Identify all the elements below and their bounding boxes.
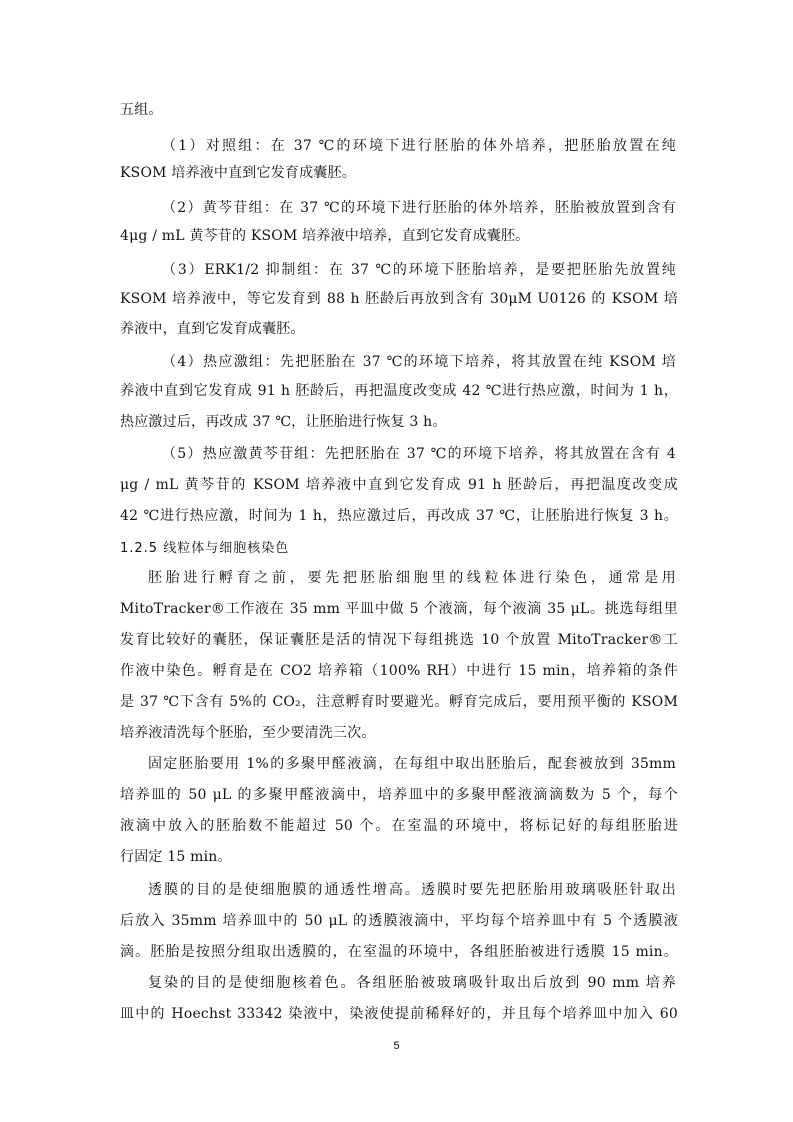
text-line: 养液中，直到它发育成囊胚。 [120, 321, 305, 337]
text-line: 培养液清洗每个胚胎，至少要清洗三次。 [120, 725, 376, 741]
text-line: 后放入 35mm 培养皿中的 50 μL 的透膜液滴中，平均每个培养皿中有 5 个透膜液 [120, 913, 678, 929]
text-line: 透膜的目的是使细胞膜的通透性增高。透膜时要先把胚胎用玻璃吸胚针取出 [148, 882, 676, 898]
text-line: 是 37 ℃下含有 5%的 CO₂，注意孵育时要避光。孵育完成后，要用预平衡的 KSOM [120, 694, 678, 710]
text-line: 42 ℃进行热应激，时间为 1 h，热应激过后，再改成 37 ℃，让胚胎进行恢复 3 h。 [120, 508, 678, 524]
text-line: 胚胎进行孵育之前，要先把胚胎细胞里的线粒体进行染色，通常是用 [148, 570, 676, 586]
text-line: （2）黄芩苷组：在 37 ℃的环境下进行胚胎的体外培养，胚胎被放置到含有 [162, 200, 676, 216]
text-line: MitoTracker®工作液在 35 mm 平皿中做 5 个液滴，每个液滴 35 μL。挑选每组里 [120, 601, 678, 617]
text-line: KSOM 培养液中，等它发育到 88 h 胚龄后再放到含有 30μM U0126 的 KSOM 培 [120, 291, 678, 307]
text-line: μg / mL 黄芩苷的 KSOM 培养液中直到它发育成 91 h 胚龄后，再把温度改变成 [120, 477, 678, 493]
text-line: 皿中的 Hoechst 33342 染液中，染液使提前稀释好的，并且每个培养皿中加入 60 [120, 1006, 678, 1022]
text-line: 养液中直到它发育成 91 h 胚龄后，再把温度改变成 42 ℃进行热应激，时间为 1 h， [120, 383, 678, 399]
text-line: 4μg / mL 黄芩苷的 KSOM 培养液中培养，直到它发育成囊胚。 [120, 228, 530, 244]
text-line: （3）ERK1/2 抑制组：在 37 ℃的环境下胚胎培养，是要把胚胎先放置纯 [162, 262, 676, 278]
text-line: （1）对照组：在 37 ℃的环境下进行胚胎的体外培养，把胚胎放置在纯 [162, 138, 676, 154]
text-line: （5）热应激黄芩苷组：先把胚胎在 37 ℃的环境下培养，将其放置在含有 4 [162, 446, 676, 462]
text-line: 发育比较好的囊胚，保证囊胚是活的情况下每组挑选 10 个放置 MitoTracker®工 [120, 632, 678, 648]
section-heading: 1.2.5 线粒体与细胞核染色 [120, 541, 290, 556]
text-line: 培养皿的 50 μL 的多聚甲醛液滴中，培养皿中的多聚甲醛液滴滴数为 5 个，每个 [120, 787, 678, 803]
text-line: KSOM 培养液中直到它发育成囊胚。 [120, 165, 356, 181]
text-line: （4）热应激组：先把胚胎在 37 ℃的环境下培养，将其放置在纯 KSOM 培 [162, 354, 676, 370]
text-line: 液滴中放入的胚胎数不能超过 50 个。在室温的环境中，将标记好的每组胚胎进 [120, 818, 678, 834]
page-number: 5 [393, 1040, 400, 1052]
text-line: 五组。 [120, 102, 163, 118]
text-line: 复染的目的是使细胞核着色。各组胚胎被玻璃吸针取出后放到 90 mm 培养 [148, 975, 676, 991]
text-line: 热应激过后，再改成 37 ℃，让胚胎进行恢复 3 h。 [120, 414, 447, 430]
text-line: 作液中染色。孵育是在 CO2 培养箱（100% RH）中进行 15 min，培养箱的条件 [120, 663, 678, 679]
text-line: 行固定 15 min。 [120, 849, 232, 865]
text-line: 滴。胚胎是按照分组取出透膜的，在室温的环境中，各组胚胎被进行透膜 15 min。 [120, 944, 678, 960]
text-line: 固定胚胎要用 1%的多聚甲醛液滴，在每组中取出胚胎后，配套被放到 35mm [148, 756, 676, 772]
